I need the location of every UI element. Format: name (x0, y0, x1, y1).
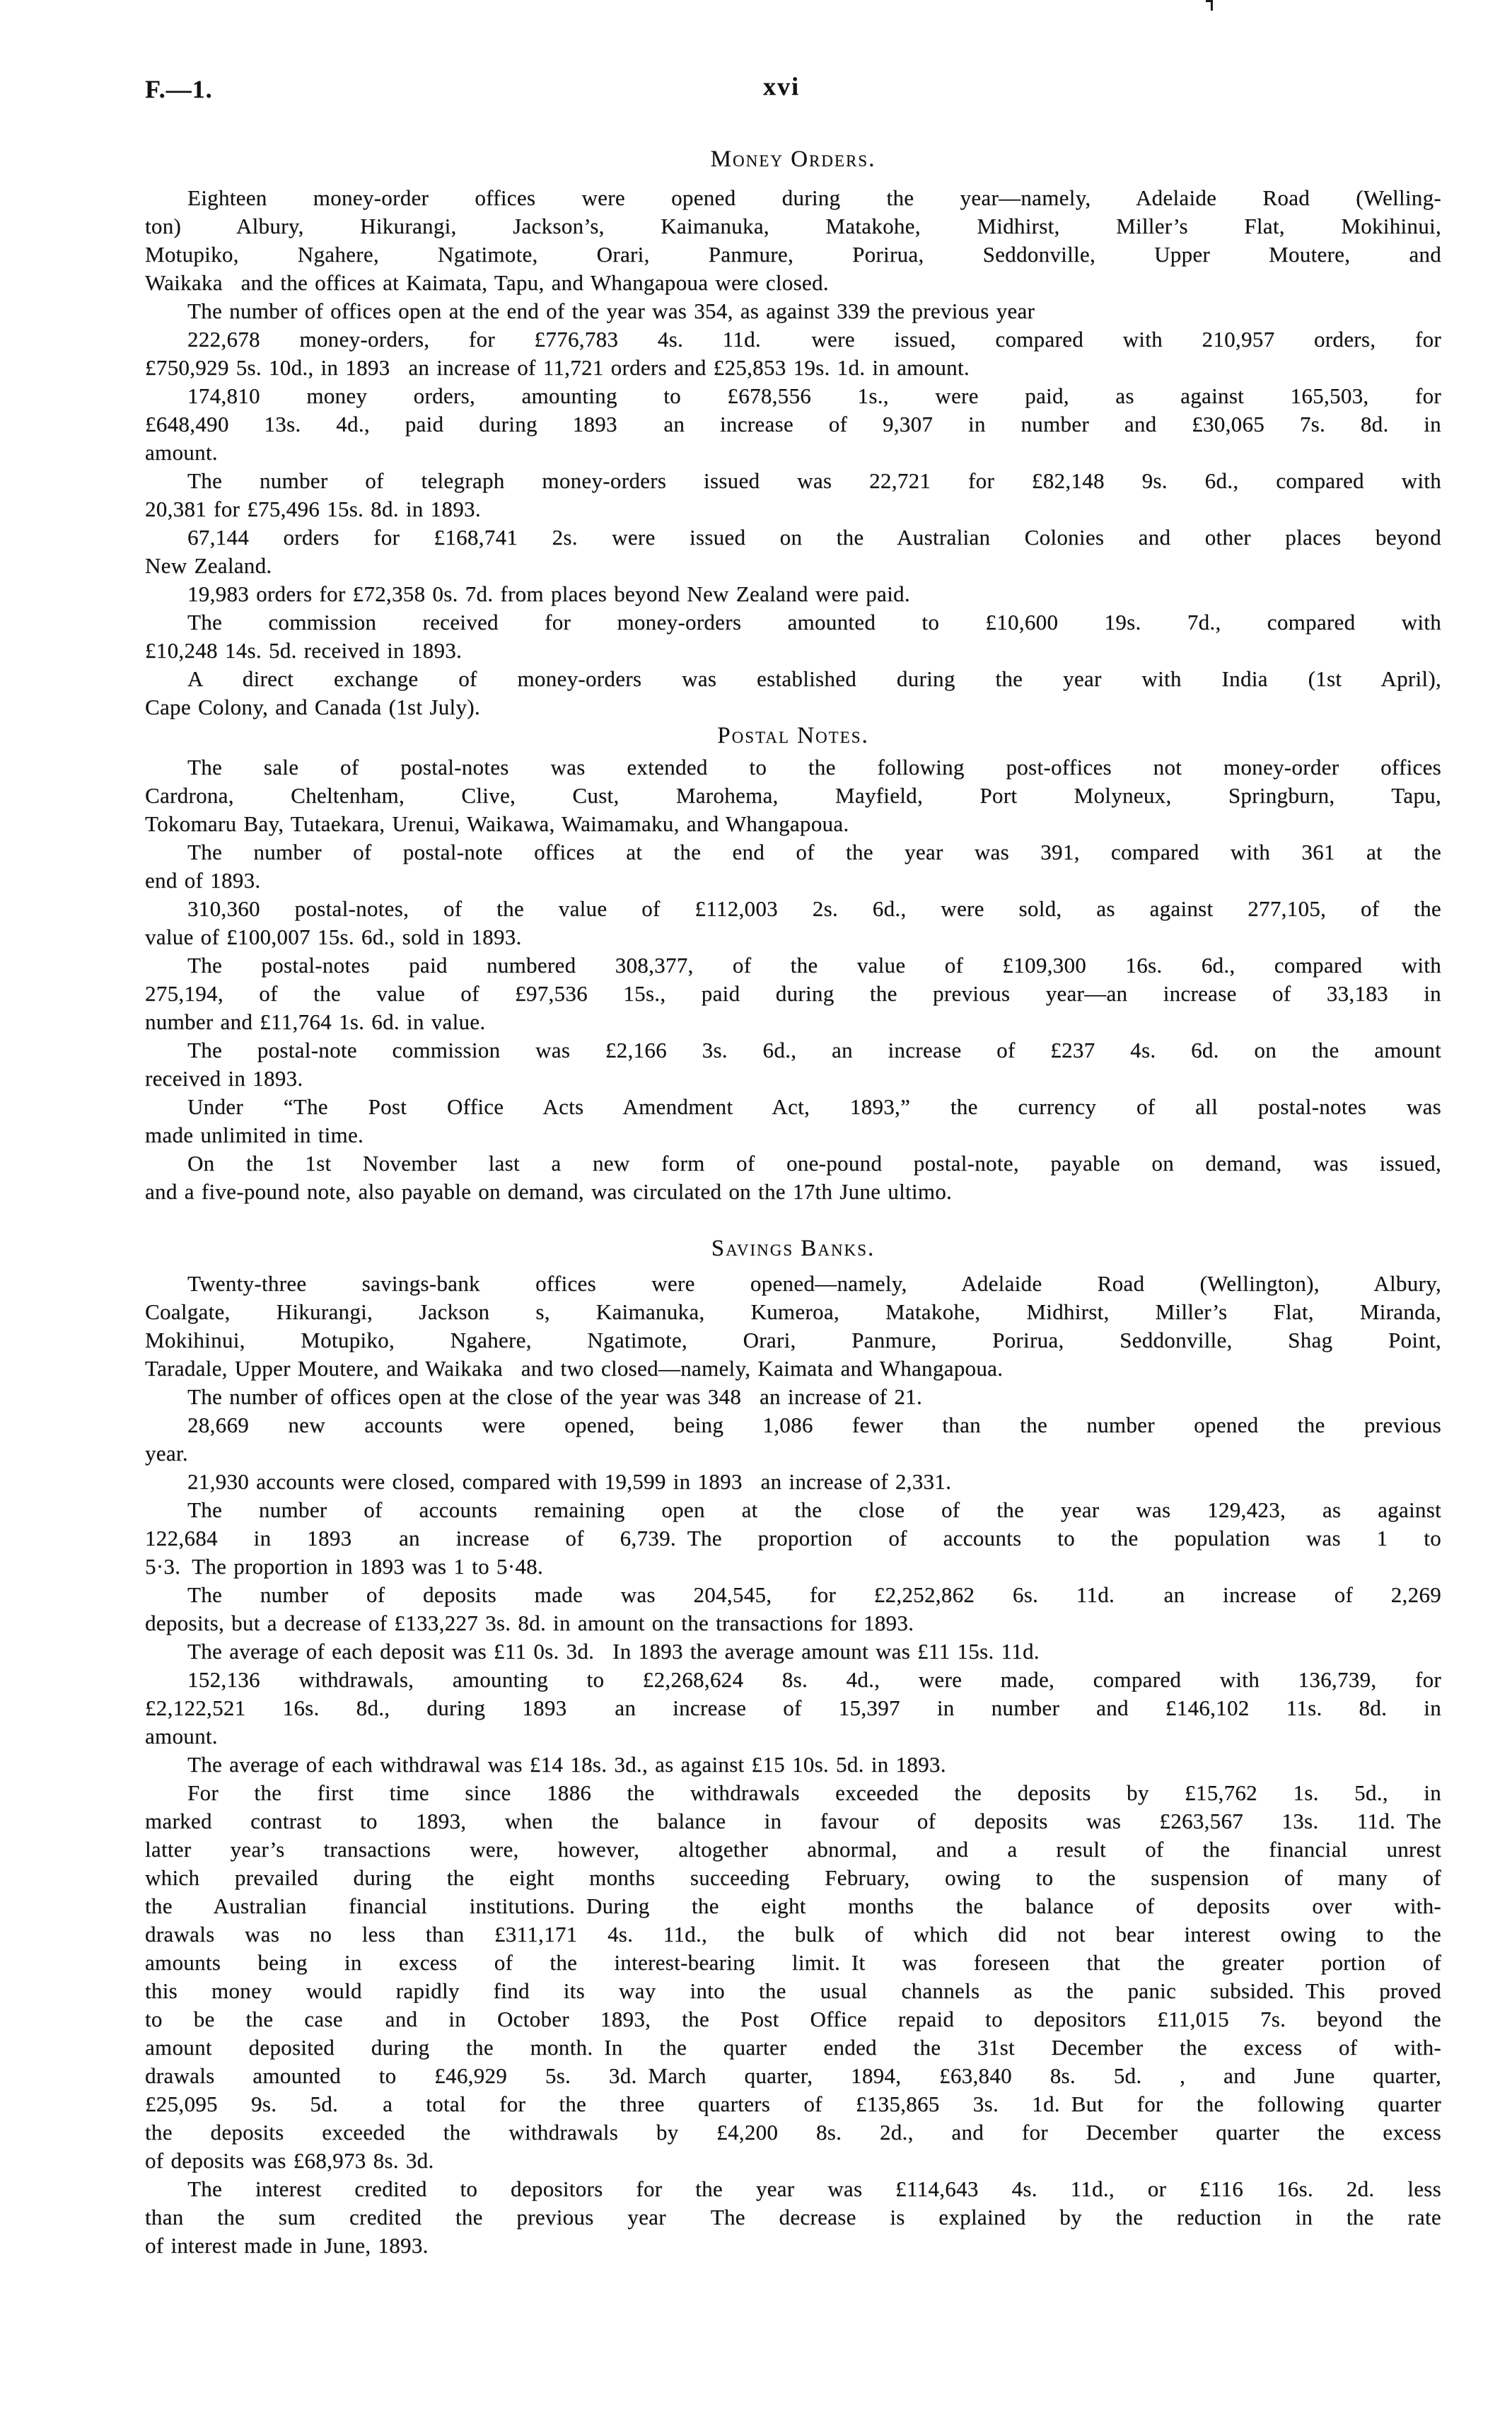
section-heading-money-orders: Money Orders. (710, 146, 876, 172)
text-line: The interest credited to depositors for the year was £114,643 4s. 11d., or £116 16s. 2d. less (187, 2176, 1441, 2201)
paragraph (145, 1270, 1441, 1383)
page-header (0, 74, 1512, 108)
text-line: £2,122,521 16s. 8d., during 1893 an increase of 15,397 in number and £146,102 11s. 8d. in (145, 1695, 1441, 1720)
text-line: The number of offices open at the end of the year was 354, as against 339 the previous year (187, 298, 1035, 323)
paragraph (145, 297, 1441, 325)
paragraph (145, 1779, 1441, 2175)
section-heading-postal-notes: Postal Notes. (717, 723, 869, 748)
section-heading-savings-banks: Savings Banks. (711, 1236, 876, 1261)
paragraph (145, 1468, 1441, 1496)
text-line: this money would rapidly find its way into the usual channels as the panic subsided. This proved (145, 1978, 1441, 2003)
paragraph (145, 1751, 1441, 1779)
text-line: amount deposited during the month. In the quarter ended the 31st December the excess of with- (145, 2035, 1441, 2060)
paragraph (145, 665, 1441, 721)
text-line: 122,684 in 1893 an increase of 6,739. The proportion of accounts to the population was 1 to (145, 1526, 1441, 1550)
text-line: than the sum credited the previous year The decrease is explained by the reduction in the rate (145, 2205, 1441, 2229)
paragraph (145, 1496, 1441, 1581)
text-line: £648,490 13s. 4d., paid during 1893 an increase of 9,307 in number and £30,065 7s. 8d. in (145, 412, 1441, 436)
paragraph (145, 1093, 1441, 1149)
document-body (145, 145, 1441, 2260)
text-line: Eighteen money-order offices were opened during the year—namely, Adelaide Road (Welling- (187, 185, 1441, 210)
text-line: amount. (145, 1724, 218, 1748)
paragraph (145, 325, 1441, 382)
text-line: £25,095 9s. 5d. a total for the three quarters of £135,865 3s. 1d. But for the following quarter (145, 2091, 1441, 2116)
paragraph (145, 184, 1441, 297)
text-line: 21,930 accounts were closed, compared with 19,599 in 1893 an increase of 2,331. (187, 1469, 952, 1494)
text-line: deposits, but a decrease of £133,227 3s. 8d. in amount on the transactions for 1893. (145, 1611, 914, 1635)
text-line: 5·3. The proportion in 1893 was 1 to 5·48. (145, 1554, 543, 1579)
text-line: the Australian financial institutions. During the eight months the balance of deposits over with- (145, 1893, 1441, 1918)
paragraph (145, 1383, 1441, 1411)
paragraph (145, 467, 1441, 523)
text-line: The sale of postal-notes was extended to the following post-offices not money-order offices (187, 755, 1441, 779)
paragraph (145, 951, 1441, 1036)
text-line: The number of accounts remaining open at the close of the year was 129,423, as against (187, 1497, 1441, 1522)
text-line: The average of each withdrawal was £14 18s. 3d., as against £15 10s. 5d. in 1893. (187, 1752, 946, 1777)
text-line: The number of offices open at the close of the year was 348 an increase of 21. (187, 1384, 923, 1409)
paragraph (145, 382, 1441, 467)
text-line: The number of telegraph money-orders issued was 22,721 for £82,148 9s. 6d., compared with (187, 468, 1441, 493)
text-line: Under “The Post Office Acts Amendment Act, 1893,” the currency of all postal-notes was (187, 1094, 1441, 1119)
text-line: 174,810 money orders, amounting to £678,556 1s., were paid, as against 165,503, for (187, 383, 1441, 408)
text-line: A direct exchange of money-orders was established during the year with India (1st April), (187, 666, 1441, 691)
text-line: received in 1893. (145, 1066, 303, 1091)
text-line: number and £11,764 1s. 6d. in value. (145, 1009, 486, 1034)
text-line: to be the case and in October 1893, the Post Office repaid to depositors £11,015 7s. beyond the (145, 2007, 1441, 2031)
document-reference: F.—1. (145, 75, 213, 103)
text-line: of interest made in June, 1893. (145, 2233, 429, 2258)
paragraph (145, 753, 1441, 838)
text-line: The postal-notes paid numbered 308,377, of the value of £109,300 16s. 6d., compared with (187, 953, 1441, 977)
text-line: 28,669 new accounts were opened, being 1,086 fewer than the number opened the previous (187, 1412, 1441, 1437)
text-line: Taradale, Upper Moutere, and Waikaka and two closed—namely, Kaimata and Whangapoua. (145, 1356, 1004, 1381)
text-line: 310,360 postal-notes, of the value of £112,003 2s. 6d., were sold, as against 277,105, of the (187, 896, 1441, 921)
text-line: On the 1st November last a new form of one-pound postal-note, payable on demand, was issued, (187, 1151, 1441, 1176)
text-line: made unlimited in time. (145, 1122, 364, 1147)
text-line: 275,194, of the value of £97,536 15s., paid during the previous year—an increase of 33,183 in (145, 981, 1441, 1006)
paragraph (145, 1581, 1441, 1637)
text-line: For the first time since 1886 the withdrawals exceeded the deposits by £15,762 1s. 5d., in (187, 1780, 1441, 1805)
text-line: which prevailed during the eight months succeeding February, owing to the suspension of many of (145, 1865, 1441, 1890)
paragraph (145, 523, 1441, 580)
text-line: 67,144 orders for £168,741 2s. were issued on the Australian Colonies and other places beyond (187, 525, 1441, 550)
paragraph (145, 1036, 1441, 1093)
text-line: The number of deposits made was 204,545, for £2,252,862 6s. 11d. an increase of 2,269 (187, 1582, 1441, 1607)
paragraph (145, 895, 1441, 951)
paragraph (145, 838, 1441, 895)
text-line: 20,381 for £75,496 15s. 8d. in 1893. (145, 497, 481, 521)
text-line: marked contrast to 1893, when the balance in favour of deposits was £263,567 13s. 11d. The (145, 1809, 1441, 1833)
text-line: Cardrona, Cheltenham, Clive, Cust, Marohema, Mayfield, Port Molyneux, Springburn, Tapu, (145, 783, 1441, 808)
text-line: end of 1893. (145, 868, 261, 893)
page-number: xvi (762, 72, 801, 100)
text-line: 19,983 orders for £72,358 0s. 7d. from places beyond New Zealand were paid. (187, 581, 910, 606)
paragraph (145, 2175, 1441, 2260)
text-line: Motupiko, Ngahere, Ngatimote, Orari, Panmure, Porirua, Seddonville, Upper Moutere, and (145, 242, 1441, 267)
text-line: latter year’s transactions were, however, altogether abnormal, and a result of the financial unrest (145, 1837, 1441, 1862)
text-line: £10,248 14s. 5d. received in 1893. (145, 638, 463, 663)
paragraph (145, 580, 1441, 608)
paragraph (145, 608, 1441, 665)
text-line: Twenty-three savings-bank offices were opened—namely, Adelaide Road (Wellington), Albury, (187, 1271, 1441, 1296)
paragraph (145, 1637, 1441, 1666)
text-line: Waikaka and the offices at Kaimata, Tapu, and Whangapoua were closed. (145, 270, 829, 295)
text-line: Mokihinui, Motupiko, Ngahere, Ngatimote, Orari, Panmure, Porirua, Seddonville, Shag Point, (145, 1328, 1441, 1352)
text-line: The postal-note commission was £2,166 3s. 6d., an increase of £237 4s. 6d. on the amount (187, 1038, 1441, 1062)
text-line: of deposits was £68,973 8s. 3d. (145, 2148, 434, 2173)
text-line: year. (145, 1441, 188, 1466)
text-line: drawals amounted to £46,929 5s. 3d. March quarter, 1894, £63,840 8s. 5d. , and June quarter, (145, 2063, 1441, 2088)
text-line: 152,136 withdrawals, amounting to £2,268,624 8s. 4d., were made, compared with 136,739, for (187, 1667, 1441, 1692)
text-line: the deposits exceeded the withdrawals by £4,200 8s. 2d., and for December quarter the excess (145, 2120, 1441, 2145)
text-line: amount. (145, 440, 218, 465)
text-line: Tokomaru Bay, Tutaekara, Urenui, Waikawa, Waimamaku, and Whangapoua. (145, 811, 849, 836)
text-line: value of £100,007 15s. 6d., sold in 1893. (145, 924, 522, 949)
paragraph (145, 1666, 1441, 1751)
paragraph (145, 1149, 1441, 1206)
text-line: The commission received for money-orders amounted to £10,600 19s. 7d., compared with (187, 610, 1441, 634)
scan-artifact-mark (1211, 0, 1213, 11)
text-line: The number of postal-note offices at the end of the year was 391, compared with 361 at the (187, 840, 1441, 864)
text-line: drawals was no less than £311,171 4s. 11d., the bulk of which did not bear interest owing to the (145, 1922, 1441, 1946)
text-line: £750,929 5s. 10d., in 1893 an increase of 11,721 orders and £25,853 19s. 1d. in amount. (145, 355, 970, 380)
text-line: and a five-pound note, also payable on demand, was circulated on the 17th June ultimo. (145, 1179, 953, 1204)
text-line: Coalgate, Hikurangi, Jackson s, Kaimanuka, Kumeroa, Matakohe, Midhirst, Miller’s Flat, Miranda, (145, 1299, 1441, 1324)
text-line: ton) Albury, Hikurangi, Jackson’s, Kaimanuka, Matakohe, Midhirst, Miller’s Flat, Mokihinui, (145, 214, 1441, 238)
text-line: Cape Colony, and Canada (1st July). (145, 695, 480, 719)
text-line: amounts being in excess of the interest-bearing limit. It was foreseen that the greater portion of (145, 1950, 1441, 1975)
text-line: New Zealand. (145, 553, 272, 578)
paragraph (145, 1411, 1441, 1468)
text-line: The average of each deposit was £11 0s. 3d. In 1893 the average amount was £11 15s. 11d. (187, 1639, 1040, 1664)
text-line: 222,678 money-orders, for £776,783 4s. 11d. were issued, compared with 210,957 orders, for (187, 327, 1441, 352)
